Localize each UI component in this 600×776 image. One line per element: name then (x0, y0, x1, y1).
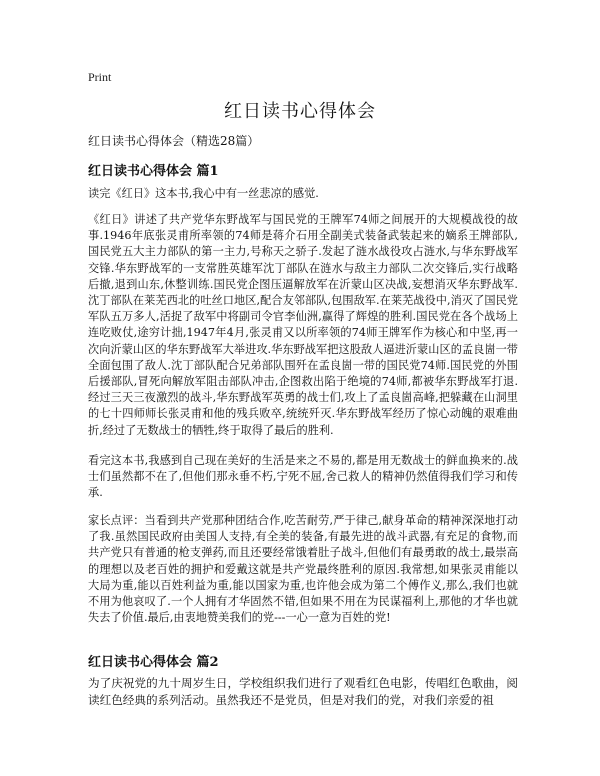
paragraph-intro: 读完《红日》这本书,我心中有一丝悲凉的感觉. (88, 187, 319, 200)
paragraph-parent-comment: 家长点评：当看到共产党那种团结合作,吃苦耐劳,严于律己,献身革命的精神深深地打动了我.虽然国民政府由美国人支持,有全美的装备,有最先进的战斗武器,有充足的食物,而共产党只有普通的枪支弹药,而且还要经常饿着肚子战斗,但他们有最勇敢的战士,最崇高的理想以及老百姓的拥护和爱戴这就是共产党最终胜利的原因.我常想,如果张灵甫能以大局为重,能以百姓利益为重,能以国家为重,也许他会成为第二个傅作义,那么,我们也就不用为他哀叹了.一个人拥有才华固然不错,但如果不用在为民谋福利上,那他的才华也就失去了价值.最后,由衷地赞美我们的党---一心一意为百姓的党! (88, 514, 518, 625)
section-heading-2: 红日读书心得体会 篇2 (88, 655, 219, 670)
document-title: 红日读书心得体会 (224, 101, 376, 122)
print-link[interactable]: Print (88, 70, 112, 84)
paragraph-reflection: 看完这本书,我感到自己现在美好的生活是来之不易的,都是用无数战士的鲜血换来的.战士们虽然都不在了,但他们那永垂不朽,宁死不屈,舍己救人的精神仍然值得我们学习和传承. (88, 454, 518, 500)
paragraph-story: 《红日》讲述了共产党华东野战军与国民党的王牌军74师之间展开的大规模战役的故事.1946年底张灵甫所率领的74师是蒋介石用全副美式装备武装起来的嫡系王牌部队,国民党五大主力部队的第一主力,号称天之骄子.发起了涟水战役攻占涟水,与华东野战军交锋.华东野战军的一支常胜英雄军沈丁部队在涟水与敌主力部队二次交锋后,实行战略后撤,退到山东,休整训练.国民党企图压逼解放军在沂蒙山区决战,妄想消灭华东野战军.沈丁部队在莱芜西北的吐丝口地区,配合友邻部队,包围敌军.在莱芜战役中,消灭了国民党军队五万多人,活捉了敌军中将副司令官李仙洲,赢得了辉煌的胜利.国民党在各个战场上连吃败仗,途穷计拙,1947年4月,张灵甫又以所率领的74师王牌军作为核心和中坚,再一次向沂蒙山区的华东野战军大举进攻.华东野战军把这股敌人逼进沂蒙山区的孟良崮一带全面包围了敌人.沈丁部队配合兄弟部队围歼在孟良崮一带的国民党74师.国民党的外围后援部队,冒死向解放军阻击部队冲击,企图救出陷于绝境的74师,都被华东野战军打退.经过三天三夜激烈的战斗,华东野战军英勇的战士们,攻上了孟良崮高峰,把躲藏在山洞里的七十四师师长张灵甫和他的残兵败卒,统统歼灭.华东野战军经历了惊心动魄的艰难曲折,经过了无数战士的牺牲,终于取得了最后的胜利. (88, 213, 518, 437)
section-heading-1: 红日读书心得体会 篇1 (88, 164, 219, 179)
document-subtitle: 红日读书心得体会（精选28篇） (88, 134, 260, 148)
paragraph-section2-intro: 为了庆祝党的九十周岁生日，学校组织我们进行了观看红色电影，传唱红色歌曲，阅读红色经典的系列活动。虽然我还不是党员，但是对我们的党，对我们亲爱的祖 (88, 676, 518, 708)
